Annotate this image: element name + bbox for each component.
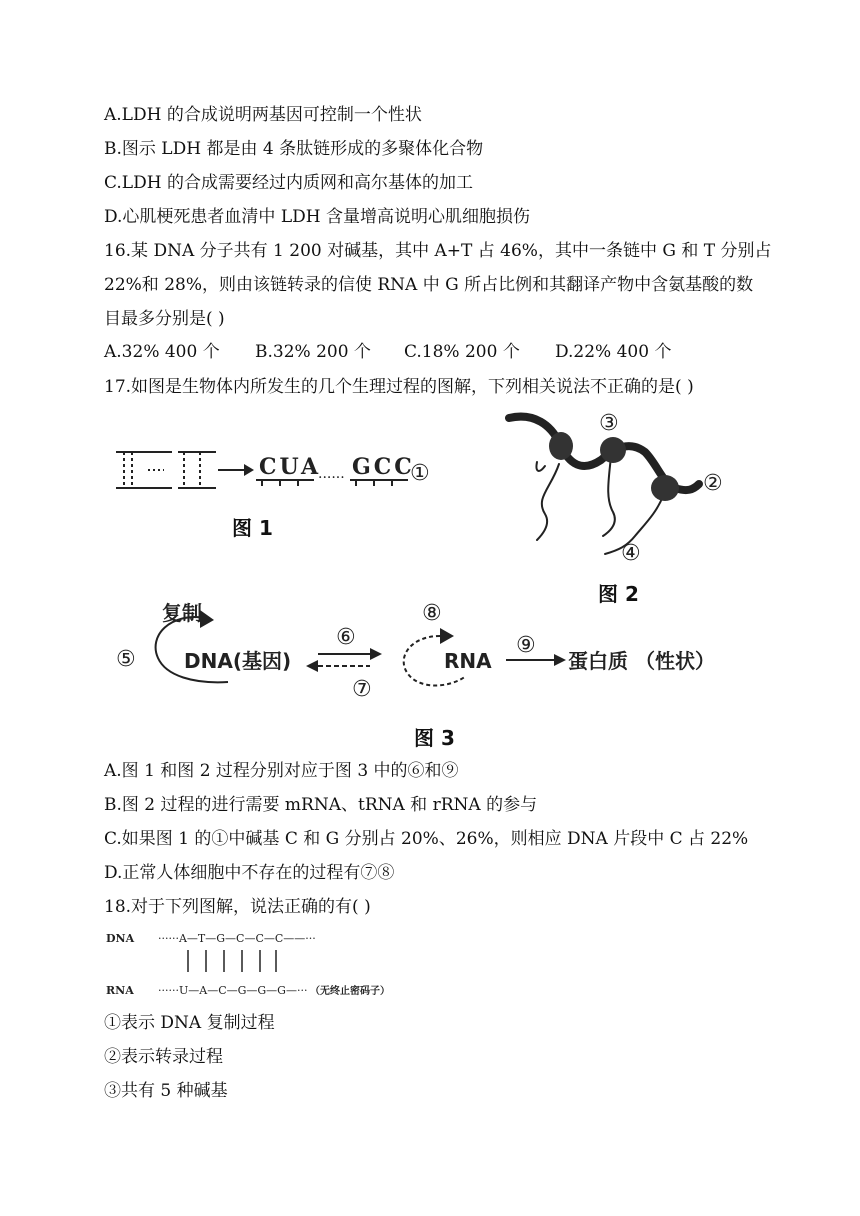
fig1-dots: ......: [318, 466, 345, 482]
q16-stem-line-1: 16.某 DNA 分子共有 1 200 对碱基，其中 A+T 占 46%，其中一条链中 G 和 T 分别占: [104, 241, 772, 261]
q18-dna-seq: ······A—T—G—C—C—C——···: [158, 932, 316, 945]
figure-1: [104, 440, 444, 500]
figure-3: [110, 596, 740, 706]
q18-rna-seq: ······U—A—C—G—G—G—···: [158, 984, 308, 997]
fig3-protein-label: 蛋白质 （性状）: [568, 649, 715, 673]
fig1-right-code: GCC: [352, 454, 415, 480]
fig3-rna-label: RNA: [444, 649, 492, 673]
fig3-marker-5: ⑤: [116, 647, 136, 672]
q17-option-a: A.图 1 和图 2 过程分别对应于图 3 中的⑥和⑨: [104, 761, 459, 781]
q18-rna-label: RNA: [106, 984, 134, 997]
fig1-caption: 图 1: [232, 516, 273, 540]
q15-option-d: D.心肌梗死患者血清中 LDH 含量增高说明心肌细胞损伤: [104, 207, 530, 227]
fig3-marker-6: ⑥: [336, 625, 356, 650]
fig2-marker-3: ③: [599, 411, 619, 436]
fig3-marker-7: ⑦: [352, 677, 372, 702]
q16-stem-line-2: 22%和 28%，则由该链转录的信使 RNA 中 G 所占比例和其翻译产物中含氨基酸的数: [104, 275, 754, 295]
q17-option-b: B.图 2 过程的进行需要 mRNA、tRNA 和 rRNA 的参与: [104, 795, 538, 815]
q18-note: （无终止密码子）: [310, 986, 390, 997]
fig1-marker: ①: [410, 461, 430, 486]
q18-diagram: [104, 928, 404, 1000]
q15-option-b: B.图示 LDH 都是由 4 条肽链形成的多聚体化合物: [104, 139, 484, 159]
fig2-marker-4: ④: [621, 541, 641, 566]
fig1-left-code: CUA: [259, 454, 322, 480]
q17-option-c: C.如果图 1 的①中碱基 C 和 G 分别占 20%、26%，则相应 DNA 片段中 C 占 22%: [104, 829, 749, 849]
q16-option-c: C.18% 200 个: [404, 342, 520, 362]
q16-option-b: B.32% 200 个: [255, 342, 371, 362]
q16-stem-line-3: 目最多分别是( ): [104, 309, 225, 329]
fig2-caption: 图 2: [598, 582, 639, 606]
q16-option-d: D.22% 400 个: [555, 342, 672, 362]
fig3-dna-label: DNA(基因): [184, 649, 292, 673]
q18-stem: 18.对于下列图解，说法正确的有( ): [104, 897, 371, 917]
q16-option-a: A.32% 400 个: [104, 342, 220, 362]
q17-stem: 17.如图是生物体内所发生的几个生理过程的图解，下列相关说法不正确的是( ): [104, 377, 694, 397]
q15-option-c: C.LDH 的合成需要经过内质网和高尔基体的加工: [104, 173, 473, 193]
q18-statement-1: ①表示 DNA 复制过程: [104, 1013, 275, 1033]
q17-option-d: D.正常人体细胞中不存在的过程有⑦⑧: [104, 863, 395, 883]
fig3-marker-8: ⑧: [422, 601, 442, 626]
fig2-marker-2: ②: [703, 471, 723, 496]
q18-statement-3: ③共有 5 种碱基: [104, 1081, 228, 1101]
fig3-marker-9: ⑨: [516, 633, 536, 658]
fig3-caption: 图 3: [414, 726, 455, 750]
fig3-replication-label: 复制: [162, 601, 202, 625]
q15-option-a: A.LDH 的合成说明两基因可控制一个性状: [104, 105, 422, 125]
q18-statement-2: ②表示转录过程: [104, 1047, 223, 1067]
q18-dna-label: DNA: [106, 932, 135, 945]
figure-2: [505, 408, 745, 578]
